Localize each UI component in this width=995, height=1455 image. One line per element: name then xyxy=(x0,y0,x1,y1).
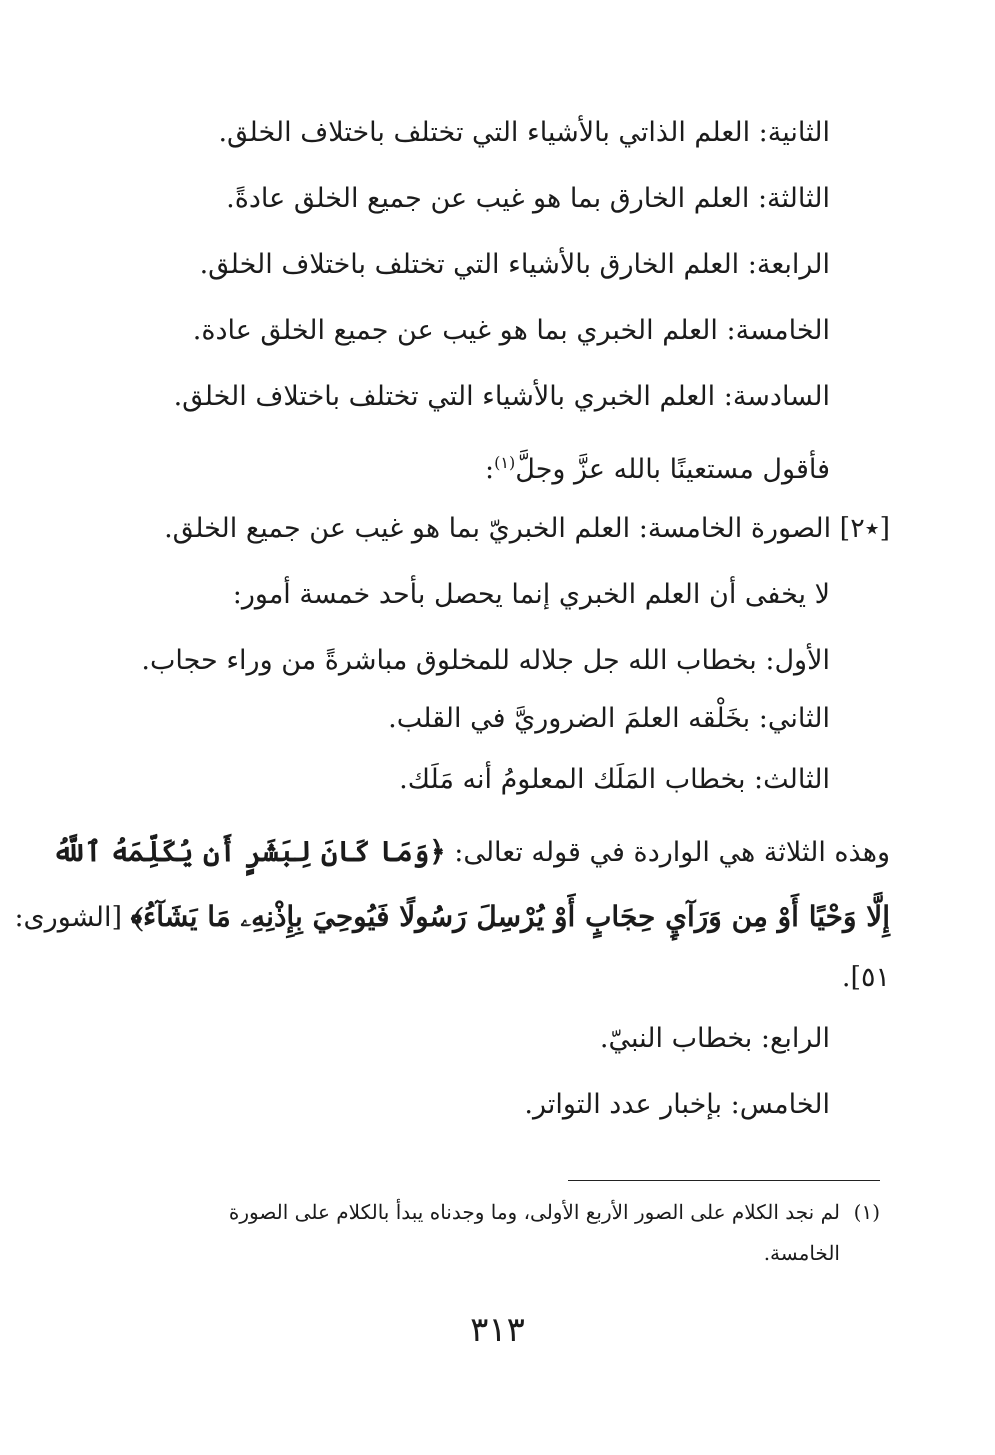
verse-line-1 xyxy=(52,832,890,873)
intro-text: فأقول مستعينًا بالله عزَّ وجلَّ xyxy=(515,454,830,485)
verse-intro: وهذه الثلاثة هي الواردة في قوله تعالى: xyxy=(454,837,890,868)
page-number: ٣١٣ xyxy=(470,1310,525,1350)
statement-line: لا يخفى أن العلم الخبري إنما يحصل بأحد خمسة أمور: xyxy=(232,579,830,610)
footnote-continuation: الخامسة. xyxy=(763,1241,840,1265)
footnote-reference: (١) xyxy=(494,453,516,472)
footnote-marker: (١) xyxy=(853,1200,880,1224)
verse-reference-end: ٥١]. xyxy=(841,962,890,993)
verse-reference: [الشورى: xyxy=(14,902,123,933)
quran-verse-part1: ﴿وَمَا كَانَ لِبَشَرٍ أَن يُكَلِّمَهُ ٱللَّهُ xyxy=(52,835,446,868)
body-line: الثالثة: العلم الخارق بما هو غيب عن جميع الخلق عادةً. xyxy=(226,183,830,214)
list-item: الخامس: بإخبار عدد التواتر. xyxy=(524,1089,830,1120)
footnote-text: لم نجد الكلام على الصور الأربع الأولى، وما وجدناه يبدأ بالكلام على الصورة xyxy=(228,1200,840,1224)
list-item: الرابع: بخطاب النبيّ. xyxy=(599,1023,830,1054)
list-item: الثاني: بخَلْقه العلمَ الضروريَّ في القلب. xyxy=(388,703,830,734)
footnote-separator xyxy=(568,1180,880,1181)
body-line: الرابعة: العلم الخارق بالأشياء التي تختلف باختلاف الخلق. xyxy=(199,249,830,280)
body-line: الخامسة: العلم الخبري بما هو غيب عن جميع الخلق عادة. xyxy=(192,315,830,346)
verse-line-2 xyxy=(14,897,890,938)
body-line: السادسة: العلم الخبري بالأشياء التي تختلف باختلاف الخلق. xyxy=(173,381,830,412)
intro-line xyxy=(485,443,830,490)
quran-verse-part2: إِلَّا وَحْيًا أَوْ مِن وَرَآيِٕ حِجَابٍ أَوْ يُرْسِلَ رَسُولًا فَيُوحِيَ بِإِذْنِهِۦ مَا يَشَآءُ﴾ xyxy=(130,900,890,933)
section-heading: [٭٢] الصورة الخامسة: العلم الخبريّ بما هو غيب عن جميع الخلق. xyxy=(164,513,890,544)
body-line: الثانية: العلم الذاتي بالأشياء التي تختلف باختلاف الخلق. xyxy=(218,117,830,148)
footnote xyxy=(100,1197,880,1227)
list-item: الأول: بخطاب الله جل جلاله للمخلوق مباشرةً من وراء حجاب. xyxy=(141,645,830,676)
intro-colon: : xyxy=(485,454,495,485)
list-item: الثالث: بخطاب المَلَك المعلومُ أنه مَلَك. xyxy=(399,764,830,795)
